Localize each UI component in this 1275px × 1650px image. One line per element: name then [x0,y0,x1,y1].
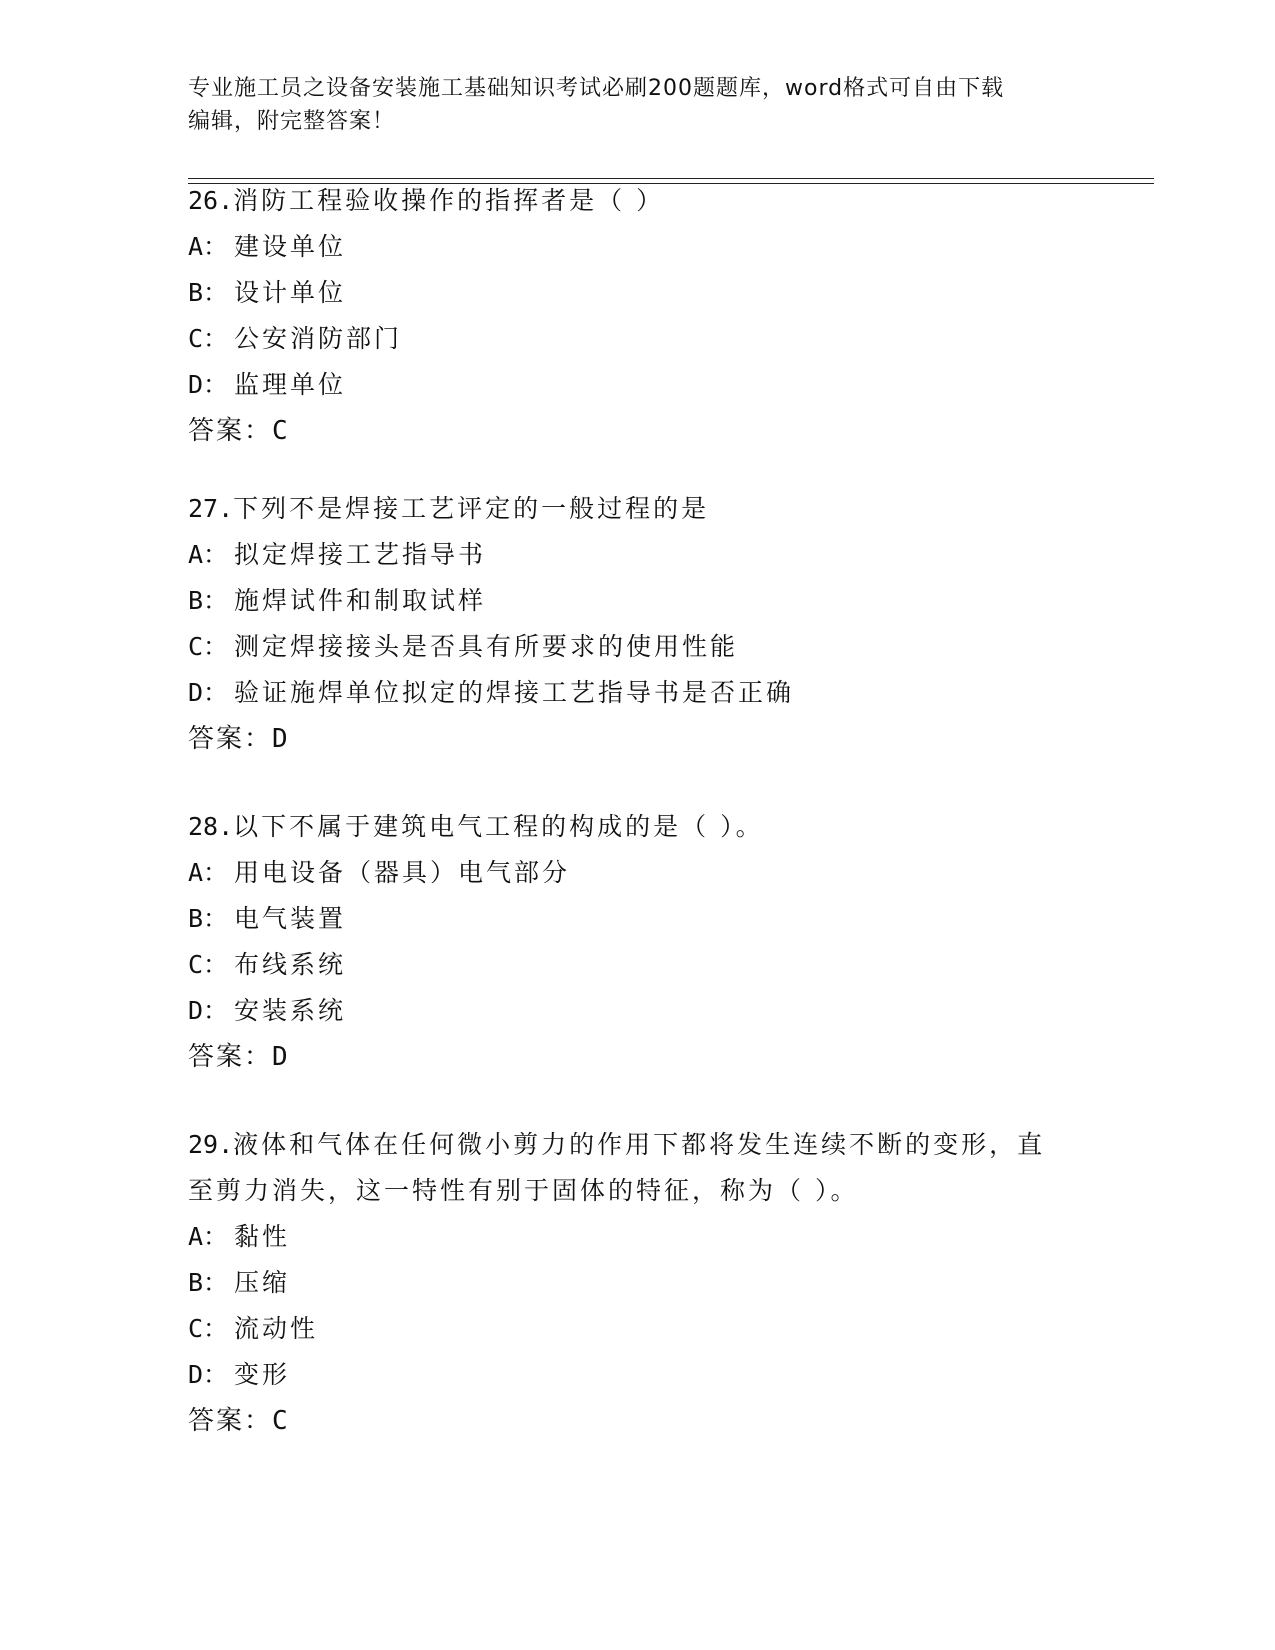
option-a [188,850,1088,896]
option-key: D： [188,996,229,1025]
option-key: D： [188,678,229,707]
answer-value: C [272,416,290,446]
option-text: 安装系统 [234,996,347,1025]
question-number: 26. [188,186,234,215]
option-c [188,1306,1068,1352]
option-b [188,578,1088,624]
option-text: 用电设备（器具）电气部分 [234,858,571,887]
answer-value: D [272,724,290,754]
option-text: 验证施焊单位拟定的焊接工艺指导书是否正确 [234,678,795,707]
question-stem: 下列不是焊接工艺评定的一般过程的是 [233,494,710,523]
question-number: 29. [188,1130,234,1159]
option-key: C： [188,324,229,353]
option-a [188,224,1088,270]
option-c [188,624,1088,670]
option-b [188,270,1088,316]
question-text [188,804,1088,850]
option-text: 黏性 [234,1222,291,1251]
question-28 [188,804,1088,1080]
option-text: 变形 [234,1360,291,1389]
question-stem: 以下不属于建筑电气工程的构成的是（ ）。 [233,812,764,841]
answer-label: 答案： [188,724,273,754]
option-key: B： [188,904,229,933]
question-stem: 消防工程验收操作的指挥者是（ ） [233,186,665,215]
question-text [188,1122,1068,1214]
answer-line [188,1398,1068,1444]
question-number: 28. [188,812,234,841]
question-number: 27. [188,494,234,523]
answer-label: 答案： [188,416,273,446]
option-a [188,532,1088,578]
option-text: 压缩 [234,1268,291,1297]
answer-value: D [272,1042,290,1072]
option-d [188,362,1088,408]
option-key: C： [188,1314,229,1343]
option-text: 电气装置 [234,904,347,933]
option-text: 测定焊接接头是否具有所要求的使用性能 [234,632,739,661]
answer-value: C [272,1406,290,1436]
option-text: 公安消防部门 [234,324,403,353]
option-key: A： [188,232,229,261]
question-29 [188,1122,1068,1444]
option-key: D： [188,370,229,399]
option-key: A： [188,858,229,887]
document-header [188,72,1088,138]
answer-line [188,408,1088,454]
option-b [188,896,1088,942]
option-text: 布线系统 [234,950,347,979]
option-text: 施焊试件和制取试样 [234,586,487,615]
option-b [188,1260,1068,1306]
header-title-line-1: 专业施工员之设备安装施工基础知识考试必刷200题题库，word格式可自由下载 [188,76,1005,101]
option-text: 流动性 [234,1314,319,1343]
option-text: 拟定焊接工艺指导书 [234,540,487,569]
option-text: 设计单位 [234,278,347,307]
option-text: 建设单位 [234,232,347,261]
option-c [188,316,1088,362]
option-d [188,1352,1068,1398]
answer-line [188,1034,1088,1080]
answer-label: 答案： [188,1406,273,1436]
option-key: C： [188,632,229,661]
question-26 [188,178,1088,454]
question-stem: 液体和气体在任何微小剪力的作用下都将发生连续不断的变形，直至剪力消失，这一特性有别于固体的特征，称为（ ）。 [188,1130,1046,1205]
option-key: B： [188,278,229,307]
option-d [188,670,1088,716]
option-key: B： [188,1268,229,1297]
option-text: 监理单位 [234,370,347,399]
question-27 [188,486,1088,762]
question-text [188,486,1088,532]
option-c [188,942,1088,988]
option-key: B： [188,586,229,615]
answer-label: 答案： [188,1042,273,1072]
option-key: A： [188,540,229,569]
option-key: C： [188,950,229,979]
answer-line [188,716,1088,762]
option-d [188,988,1088,1034]
option-key: D： [188,1360,229,1389]
question-text [188,178,1088,224]
option-a [188,1214,1068,1260]
header-title-line-2: 编辑，附完整答案！ [188,109,396,134]
option-key: A： [188,1222,229,1251]
